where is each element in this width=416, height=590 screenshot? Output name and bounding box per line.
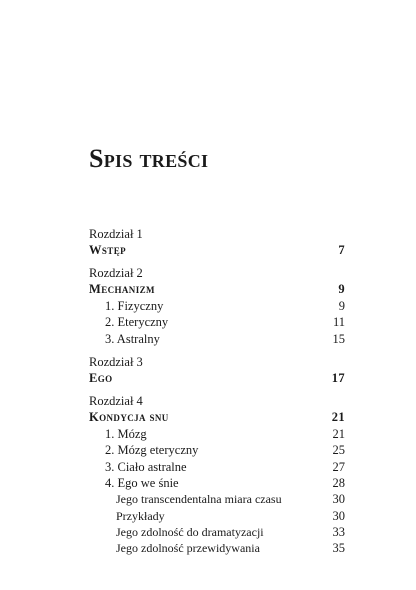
page-number: 30	[332, 492, 345, 507]
page-number: 35	[332, 541, 345, 556]
entry-title: Jego transcendentalna miara czasu	[116, 492, 282, 507]
chapter-4	[89, 393, 345, 557]
chapter-3	[89, 354, 345, 386]
page-number: 7	[338, 243, 345, 257]
page-number: 11	[332, 315, 345, 330]
chapter-label: Rozdział 4	[89, 394, 143, 409]
toc-entry-mechanizm[interactable]	[89, 281, 345, 297]
chapter-label: Rozdział 2	[89, 266, 143, 281]
page-number: 28	[332, 475, 345, 490]
entry-title: Ego	[89, 370, 113, 385]
entry-title: Wstęp	[89, 243, 127, 257]
toc-entry-cialo-astralne[interactable]	[89, 459, 345, 475]
entry-title: Jego zdolność do dramatyzacji	[116, 525, 264, 540]
toc-entry-miara-czasu[interactable]	[89, 491, 345, 507]
toc-entry-mozg-eteryczny[interactable]	[89, 442, 345, 458]
toc-entry-eteryczny[interactable]	[89, 314, 345, 330]
toc-entry-ego-we-snie[interactable]	[89, 475, 345, 491]
page-number: 21	[331, 410, 345, 425]
table-of-contents	[89, 226, 345, 564]
entry-title: 3. Astralny	[105, 331, 160, 346]
entry-title: Mechanizm	[89, 282, 155, 297]
page-number: 21	[332, 426, 345, 441]
page-number: 33	[332, 525, 345, 540]
chapter-1	[89, 226, 345, 258]
entry-title: Kondycja snu	[89, 410, 169, 425]
entry-title: 4. Ego we śnie	[105, 475, 179, 490]
toc-entry-wstep[interactable]	[89, 242, 345, 258]
entry-title: Przykłady	[116, 508, 165, 523]
toc-entry-mozg[interactable]	[89, 426, 345, 442]
page-title: Spis treści	[89, 144, 209, 173]
page-number: 9	[338, 298, 345, 313]
chapter-2	[89, 265, 345, 347]
toc-entry-astralny[interactable]	[89, 331, 345, 347]
page-number: 17	[331, 370, 345, 385]
toc-entry-przewidywanie[interactable]	[89, 540, 345, 556]
page-number: 27	[332, 459, 345, 474]
toc-entry-fizyczny[interactable]	[89, 298, 345, 314]
chapter-label: Rozdział 1	[89, 227, 143, 241]
page-number: 30	[332, 508, 345, 523]
entry-title: Jego zdolność przewidywania	[116, 541, 260, 556]
toc-entry-przyklady[interactable]	[89, 508, 345, 524]
entry-title: 3. Ciało astralne	[105, 459, 187, 474]
toc-entry-ego[interactable]	[89, 370, 345, 386]
page-number: 9	[338, 282, 345, 297]
entry-title: 2. Eteryczny	[105, 315, 169, 330]
page-number: 15	[332, 331, 345, 346]
chapter-label: Rozdział 3	[89, 354, 143, 369]
entry-title: 1. Fizyczny	[105, 298, 164, 313]
entry-title: 2. Mózg eteryczny	[105, 443, 199, 458]
toc-entry-dramatyzacja[interactable]	[89, 524, 345, 540]
entry-title: 1. Mózg	[105, 426, 147, 441]
page-number: 25	[332, 443, 345, 458]
toc-entry-kondycja-snu[interactable]	[89, 409, 345, 425]
